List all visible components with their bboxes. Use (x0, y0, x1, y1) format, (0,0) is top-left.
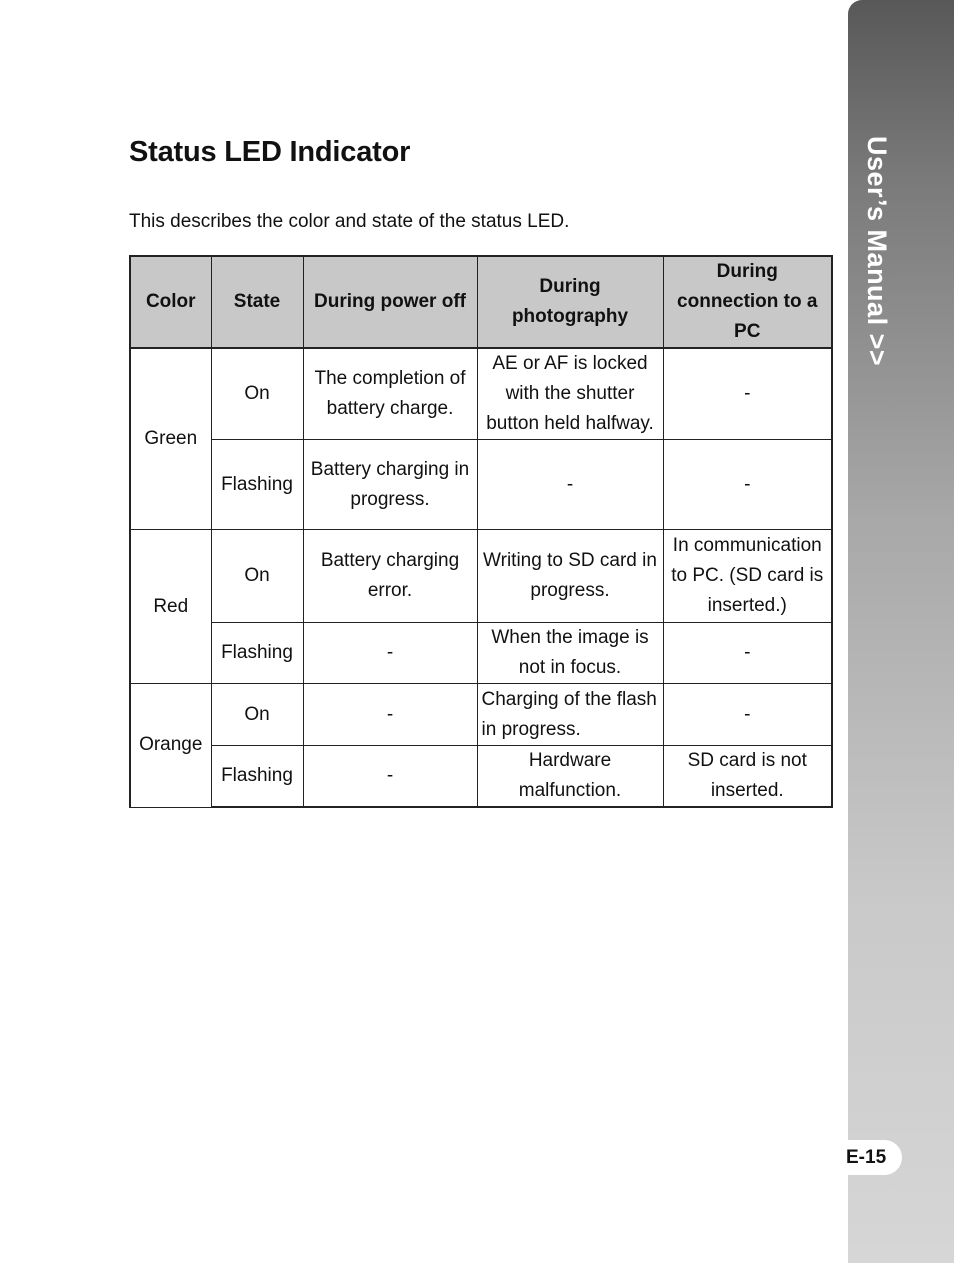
pc-cell: In communication to PC. (SD card is inserted.) (663, 530, 832, 623)
table-row (130, 440, 832, 530)
photography-cell: Writing to SD card in progress. (477, 530, 663, 623)
intro-text: This describes the color and state of the status LED. (129, 211, 570, 232)
header-photography: During photography (477, 256, 663, 348)
power-off-cell: Battery charging in progress. (303, 440, 477, 530)
manual-section-label: User’s Manual >> (862, 136, 892, 367)
color-cell: Green (130, 348, 211, 530)
state-cell: On (211, 530, 303, 623)
pc-cell: SD card is not inserted. (663, 746, 832, 808)
header-power-off: During power off (303, 256, 477, 348)
photography-cell: - (477, 440, 663, 530)
pc-cell: - (663, 348, 832, 440)
state-cell: On (211, 684, 303, 746)
state-cell: Flashing (211, 440, 303, 530)
table-row (130, 530, 832, 623)
state-cell: Flashing (211, 746, 303, 808)
pc-cell: - (663, 440, 832, 530)
header-color: Color (130, 256, 211, 348)
table-row (130, 348, 832, 440)
table-row (130, 684, 832, 746)
state-cell: Flashing (211, 623, 303, 684)
status-led-table (129, 255, 833, 808)
power-off-cell: The completion of battery charge. (303, 348, 477, 440)
page-title: Status LED Indicator (129, 136, 411, 168)
table-row (130, 746, 832, 808)
power-off-cell: - (303, 684, 477, 746)
photography-cell: AE or AF is locked with the shutter button held halfway. (477, 348, 663, 440)
power-off-cell: - (303, 746, 477, 808)
color-cell: Orange (130, 684, 211, 808)
header-state: State (211, 256, 303, 348)
color-cell: Red (130, 530, 211, 684)
photography-cell: Charging of the flash in progress. (477, 684, 663, 746)
power-off-cell: Battery charging error. (303, 530, 477, 623)
header-pc-connection: During connection to a PC (663, 256, 832, 348)
pc-cell: - (663, 623, 832, 684)
photography-cell: Hardware malfunction. (477, 746, 663, 808)
table-row (130, 623, 832, 684)
state-cell: On (211, 348, 303, 440)
power-off-cell: - (303, 623, 477, 684)
photography-cell: When the image is not in focus. (477, 623, 663, 684)
pc-cell: - (663, 684, 832, 746)
table-header-row (130, 256, 832, 348)
page-number: E-15 (838, 1140, 902, 1175)
